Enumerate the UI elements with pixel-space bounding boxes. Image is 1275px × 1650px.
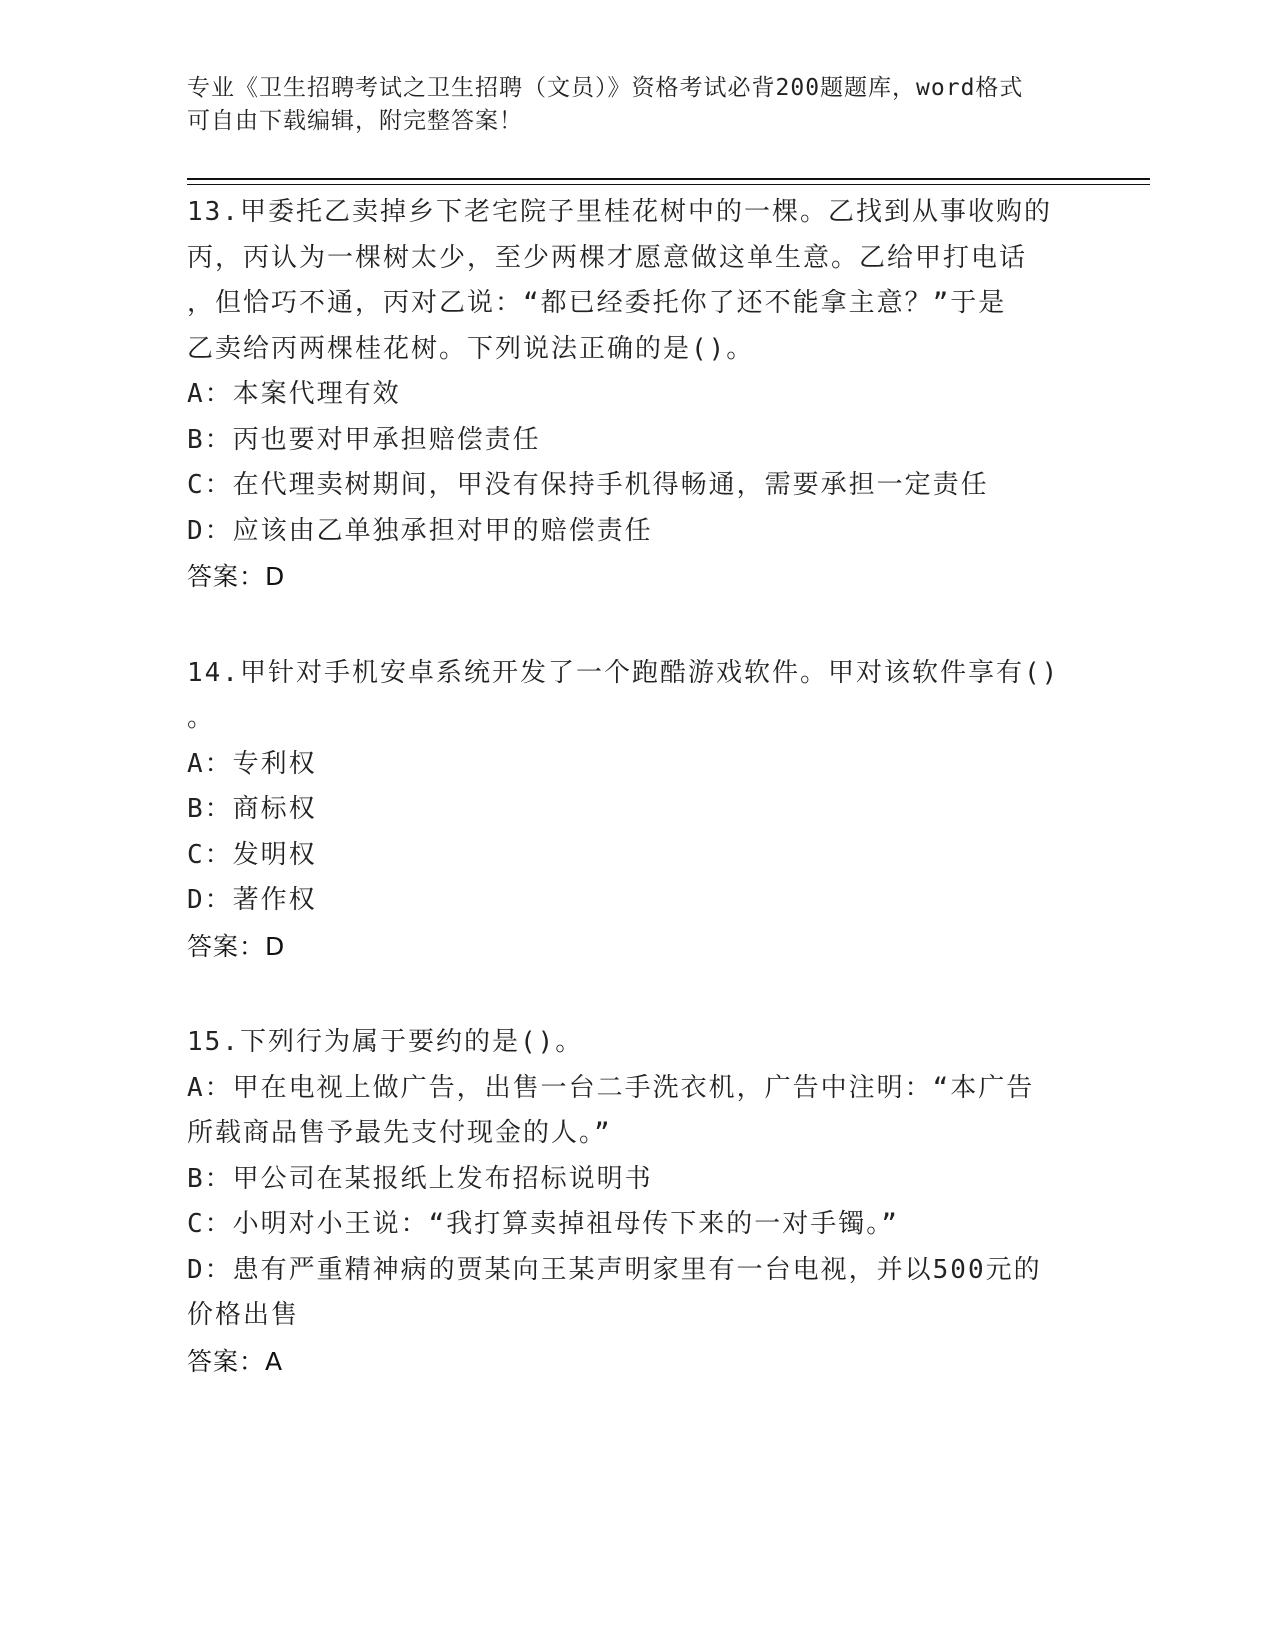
header-divider-thick bbox=[187, 178, 1150, 180]
question-14 bbox=[187, 651, 1087, 970]
question-15 bbox=[187, 1020, 1087, 1384]
question-13 bbox=[187, 190, 1087, 600]
header-line-2: 可自由下载编辑，附完整答案！ bbox=[187, 108, 523, 134]
document-header bbox=[187, 72, 1067, 138]
question-stem-line: 14.甲针对手机安卓系统开发了一个跑酷游戏软件。甲对该软件享有() bbox=[187, 657, 1060, 688]
answer-label: 答案：D bbox=[187, 562, 286, 591]
option-c: C：在代理卖树期间，甲没有保持手机得畅通，需要承担一定责任 bbox=[187, 470, 989, 500]
option-b: B：丙也要对甲承担赔偿责任 bbox=[187, 424, 541, 455]
question-stem-line: 丙，丙认为一棵树太少，至少两棵才愿意做这单生意。乙给甲打电话 bbox=[187, 242, 1028, 273]
option-b: B：甲公司在某报纸上发布招标说明书 bbox=[187, 1163, 653, 1194]
option-a-continued: 所载商品售予最先支付现金的人。” bbox=[187, 1118, 612, 1148]
question-stem-line: ，但恰巧不通，丙对乙说：“都已经委托你了还不能拿主意？”于是 bbox=[187, 288, 1007, 318]
question-stem-line: 乙卖给丙两棵桂花树。下列说法正确的是()。 bbox=[187, 333, 755, 364]
answer-label: 答案：A bbox=[187, 1346, 284, 1376]
option-d: D：著作权 bbox=[187, 885, 317, 915]
answer-label: 答案：D bbox=[187, 931, 286, 961]
question-stem-line: 13.甲委托乙卖掉乡下老宅院子里桂花树中的一棵。乙找到从事收购的 bbox=[187, 197, 1052, 227]
option-c: C：小明对小王说：“我打算卖掉祖母传下来的一对手镯。” bbox=[187, 1209, 899, 1239]
option-c: C：发明权 bbox=[187, 839, 317, 870]
question-stem-line: 15.下列行为属于要约的是()。 bbox=[187, 1027, 584, 1057]
option-a: A：本案代理有效 bbox=[187, 379, 401, 409]
header-divider-thin bbox=[187, 184, 1150, 185]
option-b: B：商标权 bbox=[187, 794, 317, 824]
option-a: A：甲在电视上做广告，出售一台二手洗衣机，广告中注明：“本广告 bbox=[187, 1072, 1035, 1103]
question-stem-line: 。 bbox=[187, 703, 216, 733]
option-a: A：专利权 bbox=[187, 748, 317, 779]
question-list bbox=[187, 190, 1087, 1435]
option-d-continued: 价格出售 bbox=[187, 1300, 300, 1330]
option-d: D：应该由乙单独承担对甲的赔偿责任 bbox=[187, 515, 653, 546]
option-d: D：患有严重精神病的贾某向王某声明家里有一台电视，并以500元的 bbox=[187, 1254, 1042, 1285]
header-line-1: 专业《卫生招聘考试之卫生招聘（文员）》资格考试必背200题题库，word格式 bbox=[187, 75, 1024, 101]
